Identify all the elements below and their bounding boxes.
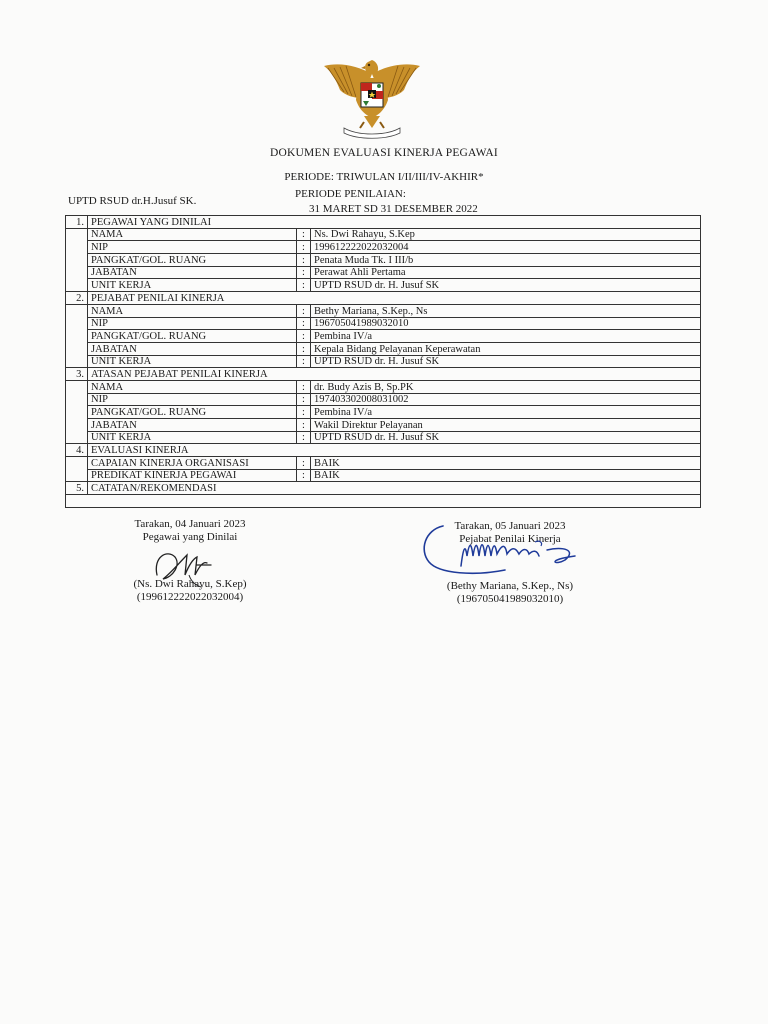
empty-cell bbox=[66, 304, 88, 317]
section-title: EVALUASI KINERJA bbox=[88, 444, 701, 457]
colon: : bbox=[297, 380, 311, 393]
colon: : bbox=[297, 317, 311, 330]
row-label: PANGKAT/GOL. RUANG bbox=[88, 330, 297, 343]
section-row bbox=[66, 368, 701, 381]
table-row bbox=[66, 241, 701, 254]
empty-cell bbox=[66, 469, 88, 482]
colon: : bbox=[297, 330, 311, 343]
colon: : bbox=[297, 241, 311, 254]
row-value: Pembina IV/a bbox=[311, 406, 701, 419]
row-value: Pembina IV/a bbox=[311, 330, 701, 343]
section-row bbox=[66, 482, 701, 495]
signer-role: Pegawai yang Dinilai bbox=[142, 531, 238, 543]
table-row bbox=[66, 380, 701, 393]
row-value: UPTD RSUD dr. H. Jusuf SK bbox=[311, 355, 701, 368]
row-label: UNIT KERJA bbox=[88, 431, 297, 444]
row-value: Perawat Ahli Pertama bbox=[311, 266, 701, 279]
empty-cell bbox=[66, 228, 88, 241]
empty-cell bbox=[66, 406, 88, 419]
notes-row bbox=[66, 495, 701, 508]
colon: : bbox=[297, 254, 311, 267]
table-row bbox=[66, 469, 701, 482]
table-row bbox=[66, 330, 701, 343]
row-label: PANGKAT/GOL. RUANG bbox=[88, 406, 297, 419]
colon: : bbox=[297, 266, 311, 279]
table-row bbox=[66, 419, 701, 432]
empty-cell bbox=[66, 317, 88, 330]
assessment-period bbox=[295, 187, 478, 217]
handwritten-signature-left bbox=[145, 545, 220, 590]
table-row bbox=[66, 266, 701, 279]
signer-name: (Ns. Dwi Rahayu, S.Kep) bbox=[133, 578, 247, 590]
colon: : bbox=[297, 406, 311, 419]
empty-cell bbox=[66, 380, 88, 393]
assessment-period-label: PERIODE PENILAIAN: bbox=[295, 188, 406, 200]
section-row bbox=[66, 444, 701, 457]
empty-cell bbox=[66, 393, 88, 406]
row-label: CAPAIAN KINERJA ORGANISASI bbox=[88, 457, 297, 470]
empty-cell bbox=[66, 254, 88, 267]
document-title: DOKUMEN EVALUASI KINERJA PEGAWAI bbox=[270, 147, 498, 159]
empty-cell bbox=[66, 342, 88, 355]
colon: : bbox=[297, 393, 311, 406]
row-label: PREDIKAT KINERJA PEGAWAI bbox=[88, 469, 297, 482]
signer-name: (Bethy Mariana, S.Kep., Ns) bbox=[446, 580, 574, 592]
colon: : bbox=[297, 342, 311, 355]
table-row bbox=[66, 431, 701, 444]
colon: : bbox=[297, 419, 311, 432]
empty-cell bbox=[66, 431, 88, 444]
section-title: PEGAWAI YANG DINILAI bbox=[88, 216, 701, 229]
empty-cell bbox=[66, 330, 88, 343]
section-number: 4. bbox=[66, 444, 88, 457]
section-number: 3. bbox=[66, 368, 88, 381]
unit-name: UPTD RSUD dr.H.Jusuf SK. bbox=[68, 195, 197, 207]
colon: : bbox=[297, 279, 311, 292]
row-label: NIP bbox=[88, 241, 297, 254]
signer-role: Pejabat Penilai Kinerja bbox=[459, 533, 561, 545]
evaluation-table bbox=[65, 215, 701, 508]
colon: : bbox=[297, 431, 311, 444]
table-row bbox=[66, 317, 701, 330]
place-date: Tarakan, 05 Januari 2023 bbox=[454, 520, 566, 532]
row-value: Ns. Dwi Rahayu, S.Kep bbox=[311, 228, 701, 241]
colon: : bbox=[297, 469, 311, 482]
handwritten-signature-right bbox=[415, 520, 585, 582]
empty-cell bbox=[66, 279, 88, 292]
signer-nip: (199612222022032004) bbox=[136, 591, 244, 603]
row-value: UPTD RSUD dr. H. Jusuf SK bbox=[311, 431, 701, 444]
section-row bbox=[66, 292, 701, 305]
colon: : bbox=[297, 304, 311, 317]
row-value: BAIK bbox=[311, 457, 701, 470]
notes-cell bbox=[66, 495, 701, 508]
row-label: JABATAN bbox=[88, 342, 297, 355]
table-row bbox=[66, 254, 701, 267]
row-label: NAMA bbox=[88, 380, 297, 393]
table-row bbox=[66, 406, 701, 419]
empty-cell bbox=[66, 266, 88, 279]
empty-cell bbox=[66, 419, 88, 432]
colon: : bbox=[297, 355, 311, 368]
row-value: dr. Budy Azis B, Sp.PK bbox=[311, 380, 701, 393]
row-value: 196705041989032010 bbox=[311, 317, 701, 330]
section-title: ATASAN PEJABAT PENILAI KINERJA bbox=[88, 368, 701, 381]
empty-cell bbox=[66, 355, 88, 368]
section-row bbox=[66, 216, 701, 229]
colon: : bbox=[297, 457, 311, 470]
row-label: UNIT KERJA bbox=[88, 355, 297, 368]
signer-nip: (196705041989032010) bbox=[456, 593, 564, 605]
table-row bbox=[66, 228, 701, 241]
row-value: 197403302008031002 bbox=[311, 393, 701, 406]
table-row bbox=[66, 393, 701, 406]
row-label: NIP bbox=[88, 317, 297, 330]
row-label: NAMA bbox=[88, 304, 297, 317]
row-label: JABATAN bbox=[88, 266, 297, 279]
colon: : bbox=[297, 228, 311, 241]
row-value: Kepala Bidang Pelayanan Keperawatan bbox=[311, 342, 701, 355]
section-number: 5. bbox=[66, 482, 88, 495]
table-row bbox=[66, 279, 701, 292]
period-line: PERIODE: TRIWULAN I/II/III/IV-AKHIR* bbox=[284, 171, 484, 183]
empty-cell bbox=[66, 241, 88, 254]
section-title: CATATAN/REKOMENDASI bbox=[88, 482, 701, 495]
empty-cell bbox=[66, 457, 88, 470]
row-label: JABATAN bbox=[88, 419, 297, 432]
row-label: UNIT KERJA bbox=[88, 279, 297, 292]
section-title: PEJABAT PENILAI KINERJA bbox=[88, 292, 701, 305]
row-value: BAIK bbox=[311, 469, 701, 482]
row-value: 199612222022032004 bbox=[311, 241, 701, 254]
table-row bbox=[66, 304, 701, 317]
row-value: Wakil Direktur Pelayanan bbox=[311, 419, 701, 432]
row-value: Penata Muda Tk. I III/b bbox=[311, 254, 701, 267]
row-label: NIP bbox=[88, 393, 297, 406]
table-row bbox=[66, 457, 701, 470]
row-label: NAMA bbox=[88, 228, 297, 241]
section-number: 2. bbox=[66, 292, 88, 305]
table-row bbox=[66, 342, 701, 355]
assessment-period-range: 31 MARET SD 31 DESEMBER 2022 bbox=[309, 203, 478, 215]
section-number: 1. bbox=[66, 216, 88, 229]
row-value: Bethy Mariana, S.Kep., Ns bbox=[311, 304, 701, 317]
row-value: UPTD RSUD dr. H. Jusuf SK bbox=[311, 279, 701, 292]
table-row bbox=[66, 355, 701, 368]
row-label: PANGKAT/GOL. RUANG bbox=[88, 254, 297, 267]
place-date: Tarakan, 04 Januari 2023 bbox=[134, 518, 246, 530]
garuda-emblem-icon bbox=[318, 56, 426, 140]
